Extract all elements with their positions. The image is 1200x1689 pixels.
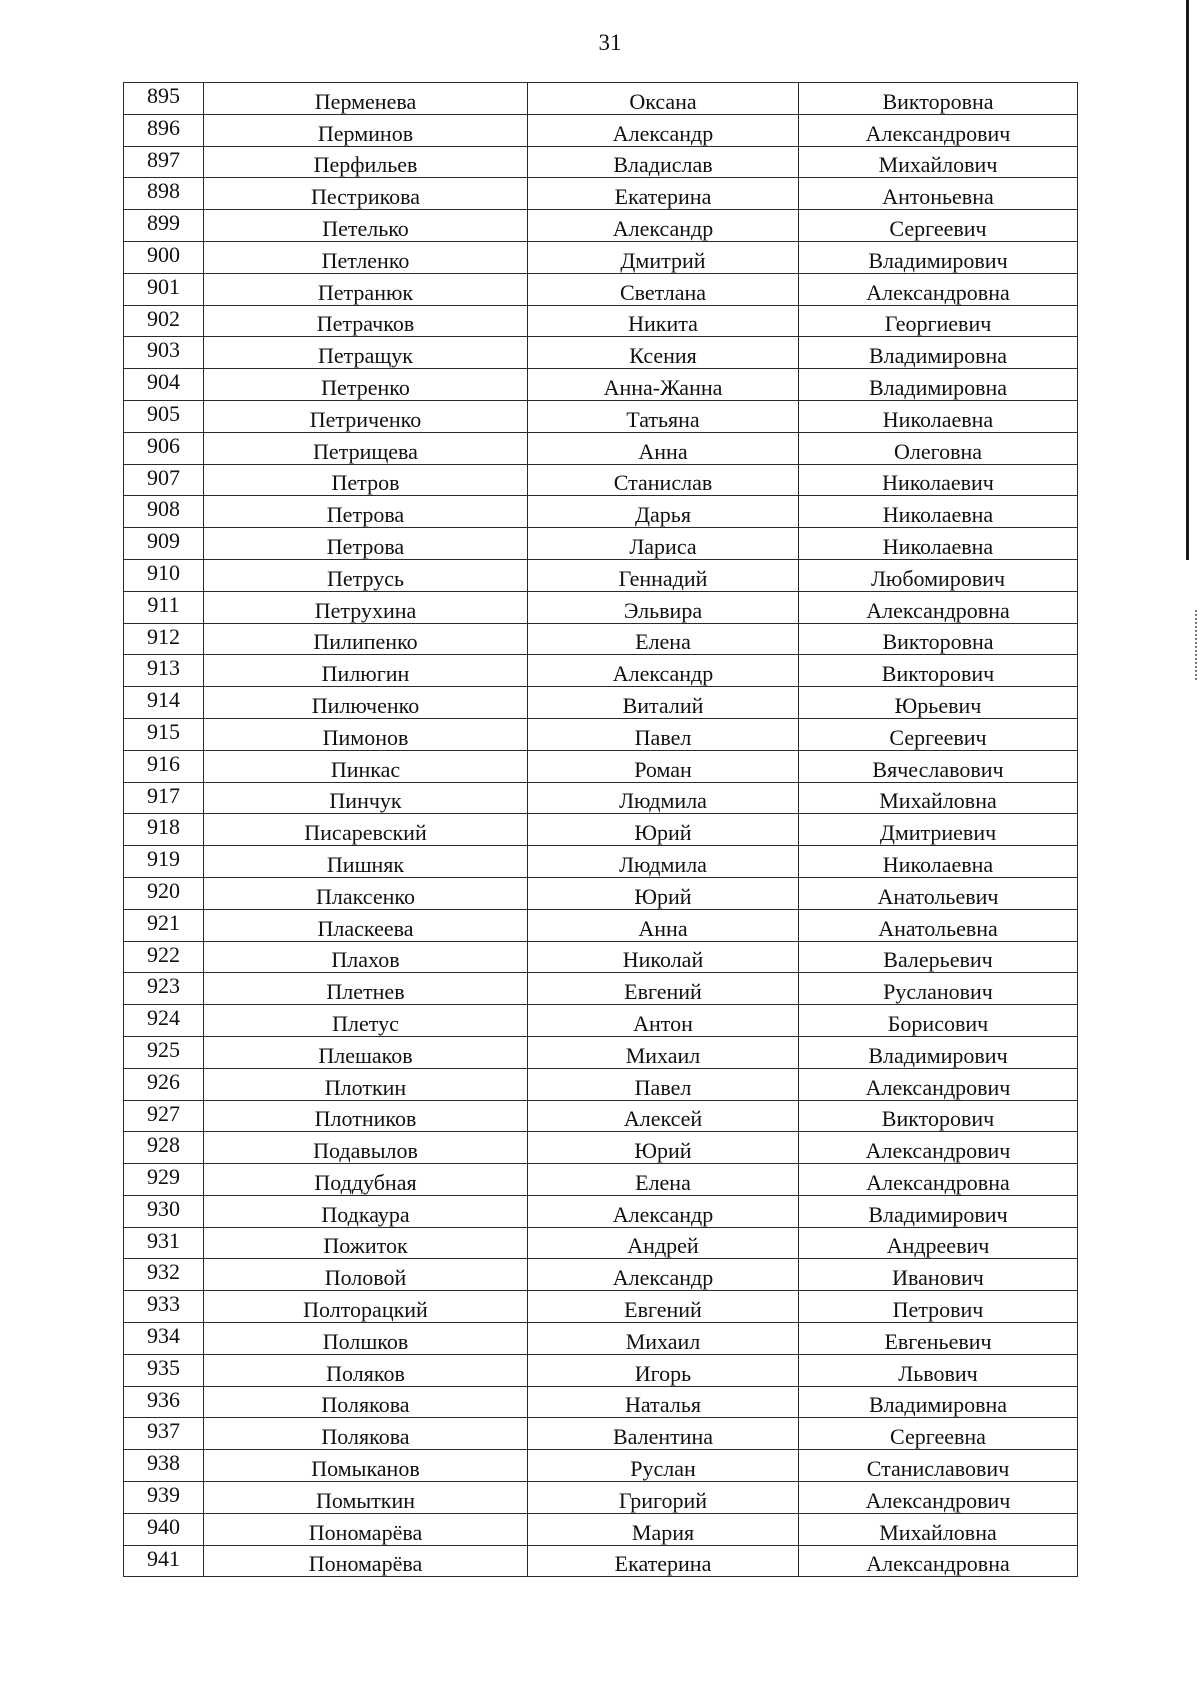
table-row — [124, 337, 1078, 369]
first-name-cell: Михаил — [528, 1323, 799, 1355]
patronymic-cell: Сергеевна — [799, 1418, 1078, 1450]
first-name-cell: Александр — [528, 114, 799, 146]
surname-cell: Пишняк — [204, 846, 528, 878]
table-row — [124, 1132, 1078, 1164]
surname-cell: Поляков — [204, 1354, 528, 1386]
first-name-cell: Алексей — [528, 1100, 799, 1132]
table-row — [124, 814, 1078, 846]
first-name-cell: Юрий — [528, 814, 799, 846]
row-number-cell: 903 — [124, 337, 204, 369]
patronymic-cell: Михайловна — [799, 1513, 1078, 1545]
patronymic-cell: Антоньевна — [799, 178, 1078, 210]
register-body — [124, 83, 1078, 1577]
surname-cell: Плахов — [204, 941, 528, 973]
first-name-cell: Виталий — [528, 687, 799, 719]
surname-cell: Перменева — [204, 83, 528, 115]
person-register-table — [123, 82, 1078, 1577]
table-row — [124, 1195, 1078, 1227]
first-name-cell: Владислав — [528, 146, 799, 178]
patronymic-cell: Русланович — [799, 973, 1078, 1005]
surname-cell: Пинкас — [204, 750, 528, 782]
first-name-cell: Григорий — [528, 1482, 799, 1514]
patronymic-cell: Валерьевич — [799, 941, 1078, 973]
row-number-cell: 934 — [124, 1323, 204, 1355]
row-number-cell: 901 — [124, 273, 204, 305]
patronymic-cell: Николаевна — [799, 400, 1078, 432]
row-number-cell: 932 — [124, 1259, 204, 1291]
table-row — [124, 591, 1078, 623]
first-name-cell: Людмила — [528, 846, 799, 878]
first-name-cell: Павел — [528, 1068, 799, 1100]
page-number: 31 — [598, 30, 622, 55]
row-number-cell: 931 — [124, 1227, 204, 1259]
first-name-cell: Елена — [528, 1164, 799, 1196]
first-name-cell: Дмитрий — [528, 241, 799, 273]
patronymic-cell: Александрович — [799, 1132, 1078, 1164]
patronymic-cell: Юрьевич — [799, 687, 1078, 719]
row-number-cell: 916 — [124, 750, 204, 782]
table-row — [124, 1227, 1078, 1259]
first-name-cell: Лариса — [528, 528, 799, 560]
first-name-cell: Михаил — [528, 1036, 799, 1068]
table-row — [124, 1005, 1078, 1037]
surname-cell: Помыткин — [204, 1482, 528, 1514]
patronymic-cell: Евгеньевич — [799, 1323, 1078, 1355]
row-number-cell: 896 — [124, 114, 204, 146]
patronymic-cell: Владимировна — [799, 1386, 1078, 1418]
patronymic-cell: Александрович — [799, 1482, 1078, 1514]
row-number-cell: 921 — [124, 909, 204, 941]
surname-cell: Петрачков — [204, 305, 528, 337]
surname-cell: Подавылов — [204, 1132, 528, 1164]
surname-cell: Пилюченко — [204, 687, 528, 719]
first-name-cell: Евгений — [528, 1291, 799, 1323]
first-name-cell: Ксения — [528, 337, 799, 369]
patronymic-cell: Александровна — [799, 1164, 1078, 1196]
surname-cell: Перфильев — [204, 146, 528, 178]
patronymic-cell: Анатольевич — [799, 877, 1078, 909]
table-row — [124, 623, 1078, 655]
surname-cell: Полшков — [204, 1323, 528, 1355]
row-number-cell: 895 — [124, 83, 204, 115]
first-name-cell: Анна-Жанна — [528, 369, 799, 401]
patronymic-cell: Иванович — [799, 1259, 1078, 1291]
first-name-cell: Юрий — [528, 1132, 799, 1164]
table-row — [124, 1418, 1078, 1450]
row-number-cell: 907 — [124, 464, 204, 496]
table-row — [124, 178, 1078, 210]
patronymic-cell: Анатольевна — [799, 909, 1078, 941]
row-number-cell: 908 — [124, 496, 204, 528]
first-name-cell: Екатерина — [528, 178, 799, 210]
surname-cell: Полякова — [204, 1386, 528, 1418]
surname-cell: Плоткин — [204, 1068, 528, 1100]
first-name-cell: Никита — [528, 305, 799, 337]
table-row — [124, 782, 1078, 814]
surname-cell: Пестрикова — [204, 178, 528, 210]
table-row — [124, 1386, 1078, 1418]
table-row — [124, 559, 1078, 591]
first-name-cell: Оксана — [528, 83, 799, 115]
first-name-cell: Анна — [528, 432, 799, 464]
patronymic-cell: Владимирович — [799, 1195, 1078, 1227]
patronymic-cell: Александрович — [799, 1068, 1078, 1100]
surname-cell: Подкаура — [204, 1195, 528, 1227]
row-number-cell: 910 — [124, 559, 204, 591]
table-row — [124, 1068, 1078, 1100]
table-row — [124, 1513, 1078, 1545]
table-row — [124, 1482, 1078, 1514]
patronymic-cell: Владимировна — [799, 369, 1078, 401]
row-number-cell: 911 — [124, 591, 204, 623]
table-row — [124, 1100, 1078, 1132]
first-name-cell: Валентина — [528, 1418, 799, 1450]
surname-cell: Помыканов — [204, 1450, 528, 1482]
table-row — [124, 464, 1078, 496]
row-number-cell: 922 — [124, 941, 204, 973]
first-name-cell: Людмила — [528, 782, 799, 814]
row-number-cell: 909 — [124, 528, 204, 560]
first-name-cell: Павел — [528, 718, 799, 750]
table-row — [124, 1164, 1078, 1196]
surname-cell: Петрухина — [204, 591, 528, 623]
first-name-cell: Антон — [528, 1005, 799, 1037]
row-number-cell: 924 — [124, 1005, 204, 1037]
patronymic-cell: Владимирович — [799, 241, 1078, 273]
patronymic-cell: Александрович — [799, 114, 1078, 146]
table-row — [124, 400, 1078, 432]
row-number-cell: 915 — [124, 718, 204, 750]
patronymic-cell: Борисович — [799, 1005, 1078, 1037]
surname-cell: Перминов — [204, 114, 528, 146]
table-row — [124, 941, 1078, 973]
first-name-cell: Николай — [528, 941, 799, 973]
surname-cell: Петриченко — [204, 400, 528, 432]
row-number-cell: 913 — [124, 655, 204, 687]
first-name-cell: Александр — [528, 1259, 799, 1291]
patronymic-cell: Сергеевич — [799, 210, 1078, 242]
surname-cell: Петрусь — [204, 559, 528, 591]
patronymic-cell: Любомирович — [799, 559, 1078, 591]
surname-cell: Поддубная — [204, 1164, 528, 1196]
first-name-cell: Станислав — [528, 464, 799, 496]
surname-cell: Пономарёва — [204, 1513, 528, 1545]
patronymic-cell: Александровна — [799, 591, 1078, 623]
first-name-cell: Светлана — [528, 273, 799, 305]
surname-cell: Петрова — [204, 528, 528, 560]
table-row — [124, 1036, 1078, 1068]
patronymic-cell: Михайлович — [799, 146, 1078, 178]
first-name-cell: Анна — [528, 909, 799, 941]
first-name-cell: Юрий — [528, 877, 799, 909]
first-name-cell: Александр — [528, 1195, 799, 1227]
patronymic-cell: Владимировна — [799, 337, 1078, 369]
surname-cell: Петрищева — [204, 432, 528, 464]
patronymic-cell: Викторович — [799, 1100, 1078, 1132]
row-number-cell: 925 — [124, 1036, 204, 1068]
patronymic-cell: Станиславович — [799, 1450, 1078, 1482]
row-number-cell: 930 — [124, 1195, 204, 1227]
row-number-cell: 936 — [124, 1386, 204, 1418]
surname-cell: Пономарёва — [204, 1545, 528, 1577]
patronymic-cell: Вячеславович — [799, 750, 1078, 782]
surname-cell: Петращук — [204, 337, 528, 369]
table-row — [124, 687, 1078, 719]
patronymic-cell: Дмитриевич — [799, 814, 1078, 846]
table-row — [124, 496, 1078, 528]
surname-cell: Петров — [204, 464, 528, 496]
patronymic-cell: Николаевна — [799, 846, 1078, 878]
patronymic-cell: Михайловна — [799, 782, 1078, 814]
table-row — [124, 1259, 1078, 1291]
row-number-cell: 898 — [124, 178, 204, 210]
row-number-cell: 899 — [124, 210, 204, 242]
table-row — [124, 877, 1078, 909]
surname-cell: Плаксенко — [204, 877, 528, 909]
row-number-cell: 941 — [124, 1545, 204, 1577]
table-row — [124, 305, 1078, 337]
table-row — [124, 973, 1078, 1005]
row-number-cell: 919 — [124, 846, 204, 878]
first-name-cell: Геннадий — [528, 559, 799, 591]
table-row — [124, 114, 1078, 146]
row-number-cell: 928 — [124, 1132, 204, 1164]
patronymic-cell: Петрович — [799, 1291, 1078, 1323]
patronymic-cell: Викторович — [799, 655, 1078, 687]
table-row — [124, 846, 1078, 878]
first-name-cell: Андрей — [528, 1227, 799, 1259]
surname-cell: Полякова — [204, 1418, 528, 1450]
surname-cell: Пимонов — [204, 718, 528, 750]
patronymic-cell: Николаевна — [799, 496, 1078, 528]
table-row — [124, 83, 1078, 115]
surname-cell: Полторацкий — [204, 1291, 528, 1323]
table-row — [124, 655, 1078, 687]
surname-cell: Пилипенко — [204, 623, 528, 655]
surname-cell: Плетнев — [204, 973, 528, 1005]
row-number-cell: 926 — [124, 1068, 204, 1100]
patronymic-cell: Сергеевич — [799, 718, 1078, 750]
patronymic-cell: Викторовна — [799, 623, 1078, 655]
surname-cell: Петренко — [204, 369, 528, 401]
first-name-cell: Наталья — [528, 1386, 799, 1418]
first-name-cell: Евгений — [528, 973, 799, 1005]
patronymic-cell: Владимирович — [799, 1036, 1078, 1068]
table-row — [124, 1291, 1078, 1323]
table-row — [124, 1545, 1078, 1577]
row-number-cell: 927 — [124, 1100, 204, 1132]
row-number-cell: 918 — [124, 814, 204, 846]
patronymic-cell: Николаевич — [799, 464, 1078, 496]
first-name-cell: Татьяна — [528, 400, 799, 432]
table-row — [124, 1354, 1078, 1386]
row-number-cell: 939 — [124, 1482, 204, 1514]
surname-cell: Петелько — [204, 210, 528, 242]
first-name-cell: Руслан — [528, 1450, 799, 1482]
patronymic-cell: Александровна — [799, 273, 1078, 305]
first-name-cell: Игорь — [528, 1354, 799, 1386]
first-name-cell: Дарья — [528, 496, 799, 528]
surname-cell: Пинчук — [204, 782, 528, 814]
patronymic-cell: Андреевич — [799, 1227, 1078, 1259]
row-number-cell: 940 — [124, 1513, 204, 1545]
table-row — [124, 210, 1078, 242]
row-number-cell: 902 — [124, 305, 204, 337]
row-number-cell: 929 — [124, 1164, 204, 1196]
row-number-cell: 906 — [124, 432, 204, 464]
patronymic-cell: Олеговна — [799, 432, 1078, 464]
row-number-cell: 938 — [124, 1450, 204, 1482]
patronymic-cell: Львович — [799, 1354, 1078, 1386]
row-number-cell: 937 — [124, 1418, 204, 1450]
first-name-cell: Роман — [528, 750, 799, 782]
scan-margin-marks — [1195, 610, 1200, 680]
row-number-cell: 912 — [124, 623, 204, 655]
table-row — [124, 1450, 1078, 1482]
patronymic-cell: Николаевна — [799, 528, 1078, 560]
row-number-cell: 897 — [124, 146, 204, 178]
row-number-cell: 920 — [124, 877, 204, 909]
patronymic-cell: Александровна — [799, 1545, 1078, 1577]
surname-cell: Пилюгин — [204, 655, 528, 687]
patronymic-cell: Георгиевич — [799, 305, 1078, 337]
row-number-cell: 923 — [124, 973, 204, 1005]
row-number-cell: 917 — [124, 782, 204, 814]
table-row — [124, 528, 1078, 560]
table-row — [124, 750, 1078, 782]
surname-cell: Пожиток — [204, 1227, 528, 1259]
surname-cell: Плетус — [204, 1005, 528, 1037]
table-row — [124, 146, 1078, 178]
first-name-cell: Александр — [528, 210, 799, 242]
table-row — [124, 718, 1078, 750]
row-number-cell: 933 — [124, 1291, 204, 1323]
first-name-cell: Мария — [528, 1513, 799, 1545]
surname-cell: Плотников — [204, 1100, 528, 1132]
first-name-cell: Екатерина — [528, 1545, 799, 1577]
row-number-cell: 935 — [124, 1354, 204, 1386]
row-number-cell: 914 — [124, 687, 204, 719]
row-number-cell: 905 — [124, 400, 204, 432]
scan-edge-line — [1186, 0, 1189, 560]
surname-cell: Писаревский — [204, 814, 528, 846]
first-name-cell: Александр — [528, 655, 799, 687]
table-row — [124, 369, 1078, 401]
table-row — [124, 241, 1078, 273]
table-row — [124, 273, 1078, 305]
surname-cell: Петленко — [204, 241, 528, 273]
table-row — [124, 1323, 1078, 1355]
surname-cell: Плешаков — [204, 1036, 528, 1068]
surname-cell: Пласкеева — [204, 909, 528, 941]
table-row — [124, 909, 1078, 941]
first-name-cell: Эльвира — [528, 591, 799, 623]
surname-cell: Половой — [204, 1259, 528, 1291]
first-name-cell: Елена — [528, 623, 799, 655]
patronymic-cell: Викторовна — [799, 83, 1078, 115]
row-number-cell: 900 — [124, 241, 204, 273]
table-row — [124, 432, 1078, 464]
surname-cell: Петранюк — [204, 273, 528, 305]
surname-cell: Петрова — [204, 496, 528, 528]
row-number-cell: 904 — [124, 369, 204, 401]
